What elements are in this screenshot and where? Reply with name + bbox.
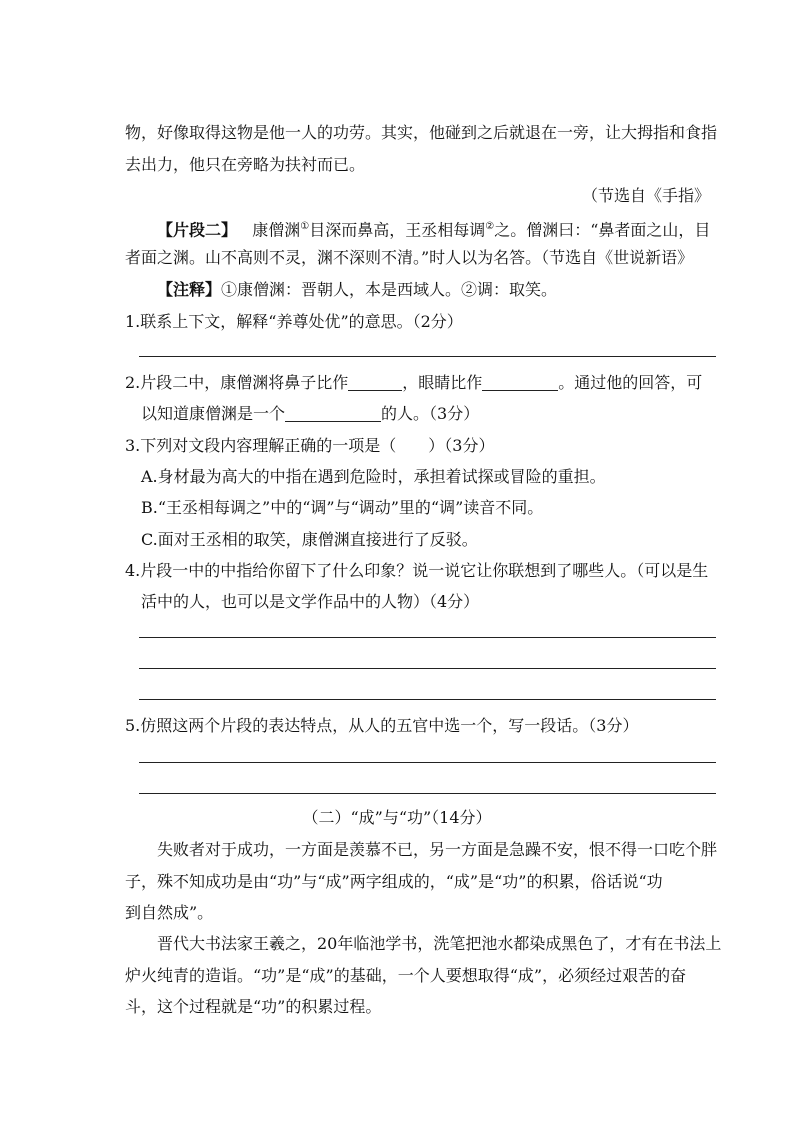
q2-line2-a: 以知道康僧渊是一个: [141, 404, 286, 423]
q3-option-a: A.身材最为高大的中指在遇到危险时，承担着试探或冒险的重担。: [141, 467, 606, 486]
q2-text-b: ，眼睛比作: [402, 373, 483, 392]
notes-text: ①康僧渊：晋朝人，本是西域人。②调：取笑。: [221, 280, 558, 299]
answer-line-q5-1[interactable]: [139, 762, 716, 763]
question-1: 1.联系上下文，解释“养尊处优”的意思。（2分）: [125, 312, 463, 331]
passage1-source: （节选自《手指》: [581, 186, 710, 205]
passage2-text-c: 之。僧渊曰：“鼻者面之山，目: [494, 220, 711, 240]
answer-line-q5-2[interactable]: [139, 793, 716, 794]
question-5: 5.仿照这两个片段的表达特点，从人的五官中选一个，写一段话。（3分）: [125, 716, 639, 735]
question-2-line1: [125, 373, 702, 393]
section2-p2-line2: 炉火纯青的造诣。“功”是“成”的基础，一个人要想取得“成”，必须经过艰苦的奋: [125, 966, 687, 985]
answer-line-q4-2[interactable]: [139, 668, 716, 669]
passage2-label: 【片段二】: [157, 220, 238, 240]
section2-p1-line1: 失败者对于成功，一方面是羡慕不已，另一方面是急躁不安，恨不得一口吃个胖: [157, 840, 718, 859]
question-3: 3.下列对文段内容理解正确的一项是（ ）（3分）: [125, 436, 495, 455]
q3-option-b: B.“王丞相每调之”中的“调”与“调动”里的“调”读音不同。: [141, 498, 544, 517]
passage2-text-a: 康僧渊: [252, 220, 301, 240]
section2-heading: （二）“成”与“功”（14分）: [302, 808, 492, 827]
q2-text-a: 2.片段二中，康僧渊将鼻子比作: [125, 373, 349, 392]
note2-mark: ②: [485, 221, 495, 232]
answer-line-q1[interactable]: [139, 356, 716, 357]
passage1-line1: 物，好像取得这物是他一人的功劳。其实，他碰到之后就退在一旁，让大拇指和食指: [125, 123, 718, 142]
section2-p1-line3: 到自然成”。: [125, 903, 214, 922]
answer-line-q4-1[interactable]: [139, 637, 716, 638]
answer-line-q4-3[interactable]: [139, 699, 716, 700]
notes-line: [157, 280, 557, 300]
q2-text-c: 。通过他的回答，可: [558, 373, 703, 392]
note1-mark: ①: [300, 221, 310, 232]
question-2-line2: [141, 404, 479, 424]
notes-label: 【注释】: [157, 280, 222, 299]
q2-blank-nose[interactable]: [348, 374, 402, 391]
q2-blank-eyes[interactable]: [482, 374, 558, 391]
section2-p2-line1: 晋代大书法家王羲之，20年临池学书，洗笔把池水都染成黑色了，才有在书法上: [157, 934, 722, 953]
passage2-text-b: 目深而鼻高，王丞相每调: [309, 220, 486, 240]
section2-p1-line2: 子，殊不知成功是由“功”与“成”两字组成的，“成”是“功”的积累，俗话说“功: [125, 872, 663, 891]
q2-blank-person[interactable]: [285, 405, 381, 422]
question-4-line2: 活中的人，也可以是文学作品中的人物）（4分）: [141, 592, 480, 611]
passage2-line2: 者面之渊。山不高则不灵，渊不深则不清。”时人以为名答。（节选自《世说新语》: [125, 248, 694, 267]
q3-option-c: C.面对王丞相的取笑，康僧渊直接进行了反驳。: [141, 530, 478, 549]
q2-line2-b: 的人。（3分）: [381, 404, 480, 423]
passage2-line1: [157, 217, 710, 240]
question-4-line1: 4.片段一中的中指给你留下了什么印象？说一说它让你联想到了哪些人。（可以是生: [125, 561, 709, 580]
section2-p2-line3: 斗，这个过程就是“功”的积累过程。: [125, 997, 382, 1016]
passage1-line2: 去出力，他只在旁略为扶衬而已。: [125, 155, 366, 174]
